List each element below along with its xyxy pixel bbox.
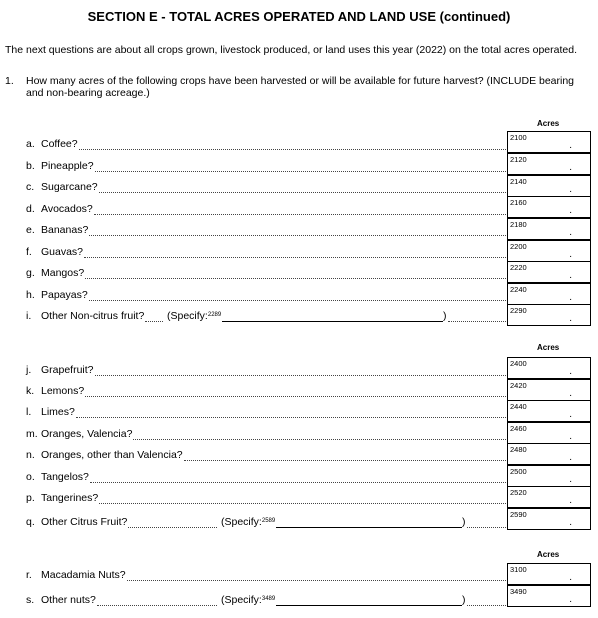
item-letter: o. bbox=[26, 471, 35, 483]
specify-input[interactable] bbox=[222, 321, 443, 322]
acres-input[interactable] bbox=[507, 400, 591, 422]
acres-input[interactable] bbox=[507, 379, 591, 401]
specify-input[interactable] bbox=[276, 605, 462, 606]
acres-input[interactable] bbox=[507, 563, 591, 585]
item-label: Grapefruit? bbox=[41, 364, 94, 376]
item-letter: d. bbox=[26, 203, 35, 215]
specify-label bbox=[167, 310, 221, 322]
item-label: Bananas? bbox=[41, 224, 89, 236]
acres-input[interactable] bbox=[507, 585, 591, 607]
decimal-point: . bbox=[569, 292, 572, 303]
decimal-point: . bbox=[569, 140, 572, 151]
decimal-point: . bbox=[569, 270, 572, 281]
decimal-point: . bbox=[569, 474, 572, 485]
intro-text: The next questions are about all crops grown, livestock produced, or land uses this year (2022) on the total acres operated. bbox=[5, 44, 577, 56]
specify-code: 2289 bbox=[207, 312, 222, 318]
item-letter: i. bbox=[26, 310, 32, 322]
question-number: 1. bbox=[5, 75, 14, 87]
item-code: 2120 bbox=[510, 155, 527, 164]
decimal-point: . bbox=[569, 184, 572, 195]
acres-input[interactable] bbox=[507, 357, 591, 379]
item-label: Papayas? bbox=[41, 289, 88, 301]
acres-input[interactable] bbox=[507, 422, 591, 444]
decimal-point: . bbox=[569, 366, 572, 377]
decimal-point: . bbox=[569, 431, 572, 442]
leader-dots bbox=[76, 417, 506, 418]
leader-dots bbox=[84, 257, 506, 258]
item-code: 2100 bbox=[510, 133, 527, 142]
item-letter: j. bbox=[26, 364, 32, 376]
item-code: 2400 bbox=[510, 359, 527, 368]
specify-code: 2589 bbox=[261, 518, 276, 524]
leader-dots bbox=[467, 605, 506, 606]
acres-input[interactable] bbox=[507, 465, 591, 487]
specify-text: (Specify: bbox=[221, 516, 262, 528]
item-letter: q. bbox=[26, 516, 35, 528]
acres-input[interactable] bbox=[507, 240, 591, 262]
leader-dots bbox=[133, 439, 506, 440]
item-letter: f. bbox=[26, 246, 32, 258]
acres-input[interactable] bbox=[507, 196, 591, 218]
item-label: Oranges, Valencia? bbox=[41, 428, 133, 440]
item-code: 2240 bbox=[510, 285, 527, 294]
leader-dots bbox=[85, 396, 506, 397]
leader-dots bbox=[90, 482, 506, 483]
leader-dots bbox=[95, 171, 506, 172]
item-letter: s. bbox=[26, 594, 35, 606]
leader-dots bbox=[99, 503, 506, 504]
decimal-point: . bbox=[569, 205, 572, 216]
item-label: Coffee? bbox=[41, 138, 78, 150]
leader-dots bbox=[448, 321, 506, 322]
leader-dots bbox=[128, 527, 217, 528]
item-letter: c. bbox=[26, 181, 35, 193]
item-label: Oranges, other than Valencia? bbox=[41, 449, 183, 461]
item-label: Lemons? bbox=[41, 385, 85, 397]
decimal-point: . bbox=[569, 495, 572, 506]
item-label: Other nuts? bbox=[41, 594, 96, 606]
acres-input[interactable] bbox=[507, 175, 591, 197]
decimal-point: . bbox=[569, 388, 572, 399]
decimal-point: . bbox=[569, 452, 572, 463]
decimal-point: . bbox=[569, 572, 572, 583]
acres-header: Acres bbox=[537, 119, 560, 128]
item-letter: e. bbox=[26, 224, 35, 236]
item-letter: h. bbox=[26, 289, 35, 301]
leader-dots bbox=[145, 321, 163, 322]
specify-text: (Specify: bbox=[167, 310, 208, 322]
item-label: Tangelos? bbox=[41, 471, 89, 483]
acres-input[interactable] bbox=[507, 304, 591, 326]
item-label: Guavas? bbox=[41, 246, 84, 258]
item-code: 2520 bbox=[510, 488, 527, 497]
acres-input[interactable] bbox=[507, 486, 591, 508]
item-label: Macadamia Nuts? bbox=[41, 569, 126, 581]
item-code: 3100 bbox=[510, 565, 527, 574]
item-code: 2500 bbox=[510, 467, 527, 476]
leader-dots bbox=[99, 192, 506, 193]
item-label: Mangos? bbox=[41, 267, 85, 279]
acres-input[interactable] bbox=[507, 153, 591, 175]
leader-dots bbox=[97, 605, 217, 606]
item-code: 2590 bbox=[510, 510, 527, 519]
specify-text: (Specify: bbox=[221, 594, 262, 606]
item-code: 2460 bbox=[510, 424, 527, 433]
item-code: 3490 bbox=[510, 587, 527, 596]
item-letter: k. bbox=[26, 385, 35, 397]
leader-dots bbox=[467, 527, 506, 528]
decimal-point: . bbox=[569, 249, 572, 260]
close-paren: ) bbox=[443, 310, 447, 322]
item-label: Other Citrus Fruit? bbox=[41, 516, 128, 528]
specify-code: 3489 bbox=[261, 596, 276, 602]
leader-dots bbox=[89, 300, 506, 301]
item-label: Pineapple? bbox=[41, 160, 94, 172]
decimal-point: . bbox=[569, 162, 572, 173]
leader-dots bbox=[79, 149, 506, 150]
leader-dots bbox=[184, 460, 506, 461]
decimal-point: . bbox=[569, 313, 572, 324]
item-letter: r. bbox=[26, 569, 32, 581]
leader-dots bbox=[85, 278, 506, 279]
leader-dots bbox=[89, 235, 506, 236]
item-letter: a. bbox=[26, 138, 35, 150]
item-letter: g. bbox=[26, 267, 35, 279]
acres-input[interactable] bbox=[507, 218, 591, 240]
item-code: 2160 bbox=[510, 198, 527, 207]
item-label: Avocados? bbox=[41, 203, 93, 215]
item-label: Limes? bbox=[41, 406, 75, 418]
item-code: 2420 bbox=[510, 381, 527, 390]
acres-input[interactable] bbox=[507, 443, 591, 465]
specify-label bbox=[221, 594, 275, 606]
item-label: Other Non-citrus fruit? bbox=[41, 310, 145, 322]
acres-header: Acres bbox=[537, 343, 560, 352]
close-paren: ) bbox=[462, 594, 466, 606]
item-label: Sugarcane? bbox=[41, 181, 98, 193]
decimal-point: . bbox=[569, 517, 572, 528]
acres-input[interactable] bbox=[507, 508, 591, 530]
item-code: 2440 bbox=[510, 402, 527, 411]
item-letter: n. bbox=[26, 449, 35, 461]
item-code: 2200 bbox=[510, 242, 527, 251]
acres-input[interactable] bbox=[507, 261, 591, 283]
item-code: 2220 bbox=[510, 263, 527, 272]
item-code: 2480 bbox=[510, 445, 527, 454]
decimal-point: . bbox=[569, 594, 572, 605]
specify-label bbox=[221, 516, 275, 528]
decimal-point: . bbox=[569, 409, 572, 420]
item-code: 2180 bbox=[510, 220, 527, 229]
item-code: 2140 bbox=[510, 177, 527, 186]
leader-dots bbox=[127, 580, 506, 581]
section-title: SECTION E - TOTAL ACRES OPERATED AND LAND USE (continued) bbox=[87, 9, 511, 24]
item-letter: l. bbox=[26, 406, 32, 418]
acres-input[interactable] bbox=[507, 283, 591, 305]
item-code: 2290 bbox=[510, 306, 527, 315]
question-text: How many acres of the following crops have been harvested or will be available for future harvest? (INCLUDE bearing and non-bearing acreage.) bbox=[26, 75, 575, 99]
item-letter: p. bbox=[26, 492, 35, 504]
item-letter: m. bbox=[26, 428, 38, 440]
specify-input[interactable] bbox=[276, 527, 462, 528]
leader-dots bbox=[95, 375, 506, 376]
item-letter: b. bbox=[26, 160, 35, 172]
close-paren: ) bbox=[462, 516, 466, 528]
acres-input[interactable] bbox=[507, 131, 591, 153]
leader-dots bbox=[94, 214, 506, 215]
acres-header: Acres bbox=[537, 550, 560, 559]
decimal-point: . bbox=[569, 227, 572, 238]
item-label: Tangerines? bbox=[41, 492, 99, 504]
